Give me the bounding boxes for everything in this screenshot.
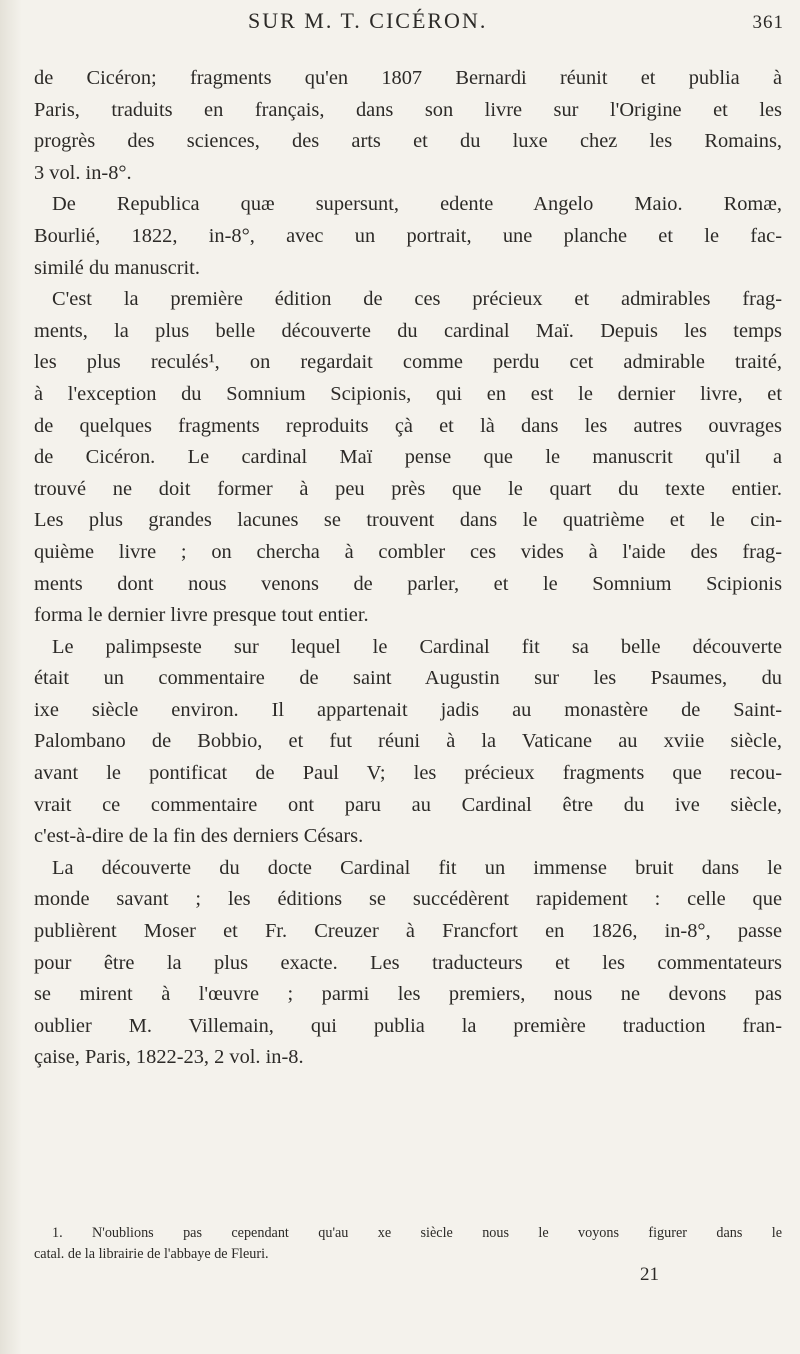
text-line: à l'exception du Somnium Scipionis, qui en est le dernier livre, et: [34, 382, 782, 405]
running-head: [248, 8, 784, 34]
text-line: La découverte du docte Cardinal fit un immense bruit dans le: [52, 856, 782, 879]
text-line: Le palimpseste sur lequel le Cardinal fit sa belle découverte: [52, 635, 782, 658]
text-line: trouvé ne doit former à peu près que le quart du texte entier.: [34, 477, 782, 500]
text-line: pour être la plus exacte. Les traducteurs et les commentateurs: [34, 951, 782, 974]
text-line: forma le dernier livre presque tout entier.: [34, 604, 369, 627]
text-line: progrès des sciences, des arts et du luxe chez les Romains,: [34, 130, 782, 153]
text-line: De Republica quæ supersunt, edente Angelo Maio. Romæ,: [52, 193, 782, 216]
text-line: çaise, Paris, 1822-23, 2 vol. in-8.: [34, 1046, 304, 1069]
footnotes: [34, 1223, 782, 1265]
text-line: ments, la plus belle découverte du cardinal Maï. Depuis les temps: [34, 319, 782, 342]
text-line: de Cicéron; fragments qu'en 1807 Bernardi réunit et publia à: [34, 67, 782, 89]
text-line: similé du manuscrit.: [34, 256, 200, 279]
text-line: monde savant ; les éditions se succédèrent rapidement : celle que: [34, 888, 782, 911]
footnote-line: 1. N'oublions pas cependant qu'au xe siècle nous le voyons figurer dans le: [52, 1225, 782, 1241]
text-line: C'est la première édition de ces précieux et admirables frag-: [52, 288, 782, 311]
text-line: vrait ce commentaire ont paru au Cardinal être du ive siècle,: [34, 793, 782, 816]
text-line: Bourlié, 1822, in-8°, avec un portrait, une planche et le fac-: [34, 224, 782, 247]
page-gutter-shadow: [0, 0, 22, 1354]
text-line: Palombano de Bobbio, et fut réuni à la Vaticane au xviie siècle,: [34, 730, 782, 753]
text-line: quième livre ; on chercha à combler ces vides à l'aide des frag-: [34, 540, 782, 563]
body-text: [34, 63, 782, 1074]
text-line: c'est-à-dire de la fin des derniers Césars.: [34, 825, 364, 848]
text-line: de quelques fragments reproduits çà et là dans les autres ouvrages: [34, 414, 782, 437]
text-line: oublier M. Villemain, qui publia la première traduction fran-: [34, 1014, 782, 1037]
text-line: se mirent à l'œuvre ; parmi les premiers, nous ne devons pas: [34, 983, 782, 1006]
signature-mark: 21: [640, 1264, 659, 1285]
text-line: Paris, traduits en français, dans son livre sur l'Origine et les: [34, 98, 782, 121]
text-line: de Cicéron. Le cardinal Maï pense que le manuscrit qu'il a: [34, 446, 782, 469]
text-line: était un commentaire de saint Augustin sur les Psaumes, du: [34, 667, 782, 690]
footnote-line: catal. de la librairie de l'abbaye de Fleuri.: [34, 1246, 269, 1262]
page-number: 361: [752, 12, 784, 33]
text-line: ixe siècle environ. Il appartenait jadis au monastère de Saint-: [34, 698, 782, 721]
running-head-title: SUR M. T. CICÉRON.: [248, 8, 488, 33]
text-line: les plus reculés¹, on regardait comme perdu cet admirable traité,: [34, 351, 782, 374]
text-line: ments dont nous venons de parler, et le Somnium Scipionis: [34, 572, 782, 595]
text-line: publièrent Moser et Fr. Creuzer à Francfort en 1826, in-8°, passe: [34, 920, 782, 943]
text-line: avant le pontificat de Paul V; les précieux fragments que recou-: [34, 762, 782, 785]
text-line: Les plus grandes lacunes se trouvent dans le quatrième et le cin-: [34, 509, 782, 532]
text-line: 3 vol. in-8°.: [34, 161, 132, 184]
